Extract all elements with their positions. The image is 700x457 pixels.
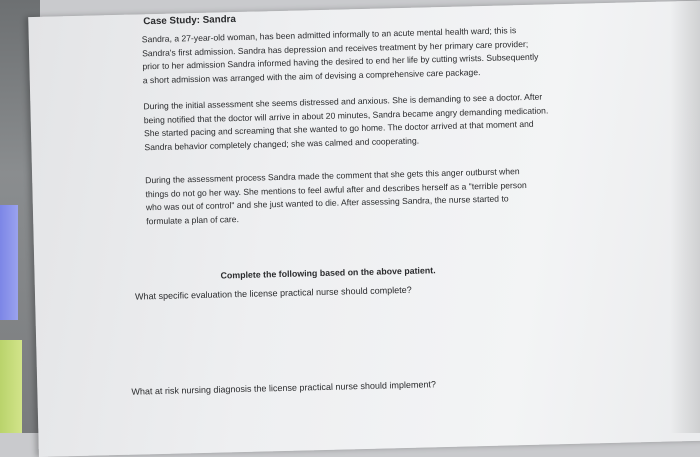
paper-sheet (28, 0, 700, 457)
case-paragraph-1: Sandra, a 27-year-old woman, has been admitted informally to an acute mental health ward; this is Sandra's first admission. Sandra has depression and receives treatment by her primary care provider; prior to her admission Sandra informed having the desired to end her life by cutting wrists. Subsequently a short admission was arranged with the aim of devising a comprehensive care package. (141, 25, 539, 86)
case-paragraph-2: During the initial assessment she seems distressed and anxious. She is demanding to see a doctor. After being notified that the doctor will arrive in about 20 minutes, Sandra became angry demanding medication. She started pacing and screaming that she wanted to go home. The doctor arrived at that moment and Sandra behavior completely changed; she was calmed and cooperating. (143, 91, 549, 153)
green-object-edge (0, 340, 22, 433)
question-2: What at risk nursing diagnosis the license practical nurse should implement? (131, 379, 437, 397)
case-study-title: Case Study: Sandra (143, 14, 237, 28)
blue-object-edge (0, 205, 18, 320)
case-paragraph-3: During the assessment process Sandra made the comment that she gets this anger outburst when things do not go her way. She mentions to feel awful after and describes herself as a "terrible person who was out of control" and she just wanted to die. After assessing Sandra, the nurse started to formulate a plan of care. (145, 166, 527, 227)
page-shadow (670, 0, 700, 433)
question-1: What specific evaluation the license practical nurse should complete? (134, 284, 412, 302)
instruction-heading: Complete the following based on the above patient. (220, 265, 436, 281)
